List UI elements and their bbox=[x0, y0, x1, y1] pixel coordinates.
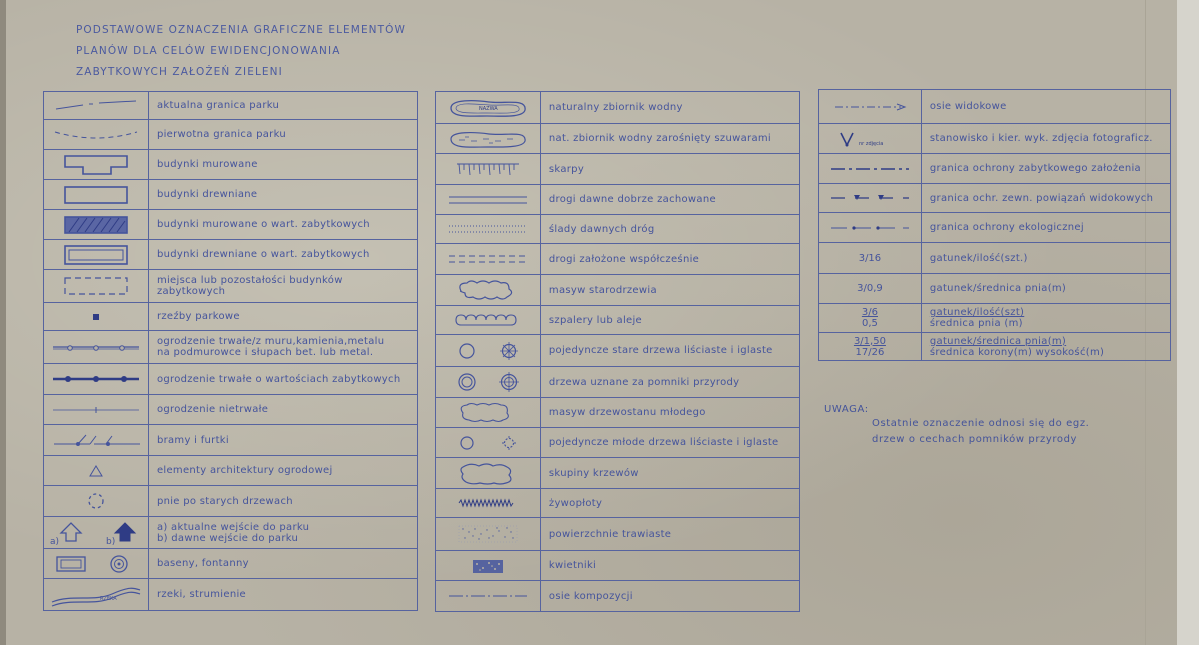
symbol-cell bbox=[44, 364, 149, 395]
symbol-cell bbox=[44, 210, 149, 240]
slope-hatch-icon bbox=[453, 160, 523, 178]
building-dashed-icon bbox=[61, 275, 131, 297]
symbol-cell bbox=[44, 331, 149, 364]
legend-row bbox=[436, 367, 800, 398]
entrance-arrows-icon bbox=[48, 519, 144, 547]
symbol-bottom: 17/26 bbox=[855, 346, 885, 358]
legend-label: kwietniki bbox=[540, 551, 799, 581]
legend-row bbox=[436, 518, 800, 551]
symbol-cell bbox=[819, 154, 922, 184]
legend-row bbox=[44, 303, 418, 331]
legend-row bbox=[436, 275, 800, 306]
symbol-cell bbox=[436, 581, 541, 612]
legend-row bbox=[436, 306, 800, 335]
view-axis-arrow-icon bbox=[827, 100, 913, 114]
legend-label bbox=[921, 333, 1170, 361]
legend-row bbox=[44, 331, 418, 364]
paper-edge-left bbox=[0, 0, 6, 645]
fence-heavy-icon bbox=[50, 372, 142, 386]
symbol-cell bbox=[819, 304, 922, 333]
legend-label: osie kompozycji bbox=[540, 581, 799, 612]
legend-row bbox=[436, 92, 800, 124]
legend-label: ślady dawnych dróg bbox=[540, 215, 799, 244]
symbol-cell bbox=[436, 124, 541, 154]
symbol-cell bbox=[436, 244, 541, 275]
dashed-road-icon bbox=[445, 252, 531, 266]
legend-row bbox=[436, 185, 800, 215]
legend-row bbox=[819, 124, 1171, 154]
symbol-cell bbox=[436, 335, 541, 367]
symbol-cell bbox=[44, 395, 149, 425]
symbol-cell bbox=[44, 180, 149, 210]
dotted-road-icon bbox=[445, 222, 531, 236]
legend-row bbox=[44, 120, 418, 150]
pond-reeds-icon bbox=[445, 128, 531, 150]
entrance-tag-a: a) bbox=[49, 536, 59, 547]
label-line-1: gatunek/ilość(szt) bbox=[929, 307, 1025, 318]
symbol-cell bbox=[44, 425, 149, 456]
label-line-2: zabytkowych bbox=[156, 286, 226, 297]
flowerbed-icon bbox=[453, 556, 523, 576]
legend-table-3 bbox=[818, 89, 1171, 361]
hedge-zigzag-icon bbox=[453, 497, 523, 509]
legend-label: granica ochr. zewn. powiązań widokowych bbox=[921, 184, 1170, 213]
symbol-top: 3/6 bbox=[861, 307, 878, 318]
legend-row bbox=[819, 90, 1171, 124]
single-old-trees-icon bbox=[445, 340, 531, 362]
gate-icon bbox=[50, 430, 142, 450]
building-double-outline-icon bbox=[61, 244, 131, 266]
legend-label: pnie po starych drzewach bbox=[148, 486, 417, 517]
symbol-cell bbox=[436, 518, 541, 551]
legend-label: aktualna granica parku bbox=[148, 92, 417, 120]
legend-label: baseny, fontanny bbox=[148, 549, 417, 579]
legend-label: granica ochrony zabytkowego założenia bbox=[921, 154, 1170, 184]
legend-label: pojedyncze stare drzewa liściaste i iglaste bbox=[540, 335, 799, 367]
legend-row bbox=[819, 184, 1171, 213]
triangle-icon bbox=[86, 463, 106, 479]
symbol-cell bbox=[44, 486, 149, 517]
legend-label: nat. zbiornik wodny zarośnięty szuwarami bbox=[540, 124, 799, 154]
legend-label: pierwotna granica parku bbox=[148, 120, 417, 150]
symbol-cell bbox=[436, 185, 541, 215]
legend-row bbox=[44, 517, 418, 549]
symbol-cell bbox=[44, 456, 149, 486]
building-outline-notched-icon bbox=[61, 154, 131, 176]
grass-stipple-icon bbox=[453, 523, 523, 545]
single-young-trees-icon bbox=[445, 432, 531, 454]
legend-label: osie widokowe bbox=[921, 90, 1170, 124]
legend-row bbox=[44, 92, 418, 120]
legend-label: masyw starodrzewia bbox=[540, 275, 799, 306]
photo-number-label: nr zdjęcia bbox=[858, 140, 884, 147]
legend-row bbox=[436, 428, 800, 458]
legend-label: masyw drzewostanu młodego bbox=[540, 398, 799, 428]
legend-label: granica ochrony ekologicznej bbox=[921, 213, 1170, 243]
title-line-3: ZABYTKOWYCH ZAŁOŻEŃ ZIELENI bbox=[76, 66, 283, 78]
legend-label: gatunek/ilość(szt.) bbox=[921, 243, 1170, 274]
river-name: RZEKA bbox=[99, 595, 117, 602]
legend-label: budynki drewniane bbox=[148, 180, 417, 210]
building-hatched-icon bbox=[61, 214, 131, 236]
monument-trees-icon bbox=[445, 370, 531, 394]
symbol-cell bbox=[819, 184, 922, 213]
legend-row bbox=[436, 154, 800, 185]
legend-row bbox=[819, 243, 1171, 274]
legend-row bbox=[436, 398, 800, 428]
legend-label: rzeźby parkowe bbox=[148, 303, 417, 331]
composition-axis-icon bbox=[445, 590, 531, 602]
pond-name: NAZWA bbox=[478, 105, 498, 112]
old-stand-cloud-icon bbox=[453, 279, 523, 301]
legend-label: szpalery lub aleje bbox=[540, 306, 799, 335]
symbol-cell bbox=[44, 120, 149, 150]
symbol-cell bbox=[436, 367, 541, 398]
symbol-cell bbox=[44, 579, 149, 611]
symbol-cell bbox=[819, 90, 922, 124]
legend-label bbox=[148, 517, 417, 549]
note-heading: UWAGA: bbox=[824, 404, 869, 415]
symbol-top: 3/1,50 bbox=[853, 335, 886, 347]
legend-row bbox=[44, 180, 418, 210]
legend-row bbox=[819, 274, 1171, 304]
paper-edge-right bbox=[1177, 0, 1199, 645]
title-line-2: PLANÓW DLA CELÓW EWIDENCJONOWANIA bbox=[76, 45, 341, 57]
photo-position-icon bbox=[827, 129, 913, 149]
note-line-2: drzew o cechach pomników przyrody bbox=[872, 434, 1078, 445]
legend-row bbox=[436, 124, 800, 154]
river-icon bbox=[48, 582, 144, 608]
legend-label: elementy architektury ogrodowej bbox=[148, 456, 417, 486]
symbol-cell: 3/0,9 bbox=[819, 274, 922, 304]
legend-label: powierzchnie trawiaste bbox=[540, 518, 799, 551]
label-line-2: na podmurowce i słupach bet. lub metal. bbox=[156, 347, 374, 358]
legend-label: naturalny zbiornik wodny bbox=[540, 92, 799, 124]
symbol-cell bbox=[44, 240, 149, 270]
legend-row bbox=[44, 210, 418, 240]
legend-row bbox=[819, 154, 1171, 184]
symbol-cell bbox=[436, 154, 541, 185]
alley-scallop-icon bbox=[448, 312, 528, 328]
note-line-1: Ostatnie oznaczenie odnosi się do egz. bbox=[872, 418, 1090, 429]
symbol-cell bbox=[436, 398, 541, 428]
symbol-cell bbox=[436, 551, 541, 581]
legend-row bbox=[436, 458, 800, 489]
symbol-cell bbox=[436, 215, 541, 244]
pool-fountain-icon bbox=[51, 553, 141, 575]
legend-table-2 bbox=[435, 91, 800, 612]
building-outline-icon bbox=[61, 184, 131, 206]
legend-label: bramy i furtki bbox=[148, 425, 417, 456]
symbol-cell bbox=[44, 92, 149, 120]
fence-light-icon bbox=[50, 403, 142, 417]
legend-row bbox=[44, 486, 418, 517]
stump-dashed-circle-icon bbox=[85, 490, 107, 512]
legend-row bbox=[436, 551, 800, 581]
legend-row bbox=[436, 244, 800, 275]
symbol-cell bbox=[44, 303, 149, 331]
legend-row bbox=[819, 213, 1171, 243]
label-line-1: a) aktualne wejście do parku bbox=[156, 521, 310, 533]
legend-label: budynki murowane bbox=[148, 150, 417, 180]
legend-row bbox=[44, 456, 418, 486]
legend-label bbox=[148, 331, 417, 364]
legend-label: skupiny krzewów bbox=[540, 458, 799, 489]
legend-row bbox=[44, 395, 418, 425]
legend-row bbox=[44, 425, 418, 456]
symbol-cell bbox=[819, 333, 922, 361]
dashed-arc-line-icon bbox=[51, 128, 141, 142]
legend-label: ogrodzenie nietrwałe bbox=[148, 395, 417, 425]
symbol-cell bbox=[436, 489, 541, 518]
symbol-cell bbox=[44, 517, 149, 549]
legend-label: stanowisko i kier. wyk. zdjęcia fotograficz. bbox=[921, 124, 1170, 154]
entrance-tag-b: b) bbox=[105, 536, 116, 547]
label-line-2: b) dawne wejście do parku bbox=[156, 532, 299, 544]
legend-row bbox=[44, 579, 418, 611]
double-line-road-icon bbox=[445, 193, 531, 207]
symbol-cell bbox=[44, 150, 149, 180]
legend-label: drogi założone współcześnie bbox=[540, 244, 799, 275]
legend-row bbox=[436, 489, 800, 518]
legend-label bbox=[148, 270, 417, 303]
legend-label: skarpy bbox=[540, 154, 799, 185]
pond-icon bbox=[445, 96, 531, 120]
title-line-1: PODSTAWOWE OZNACZENIA GRAFICZNE ELEMENTÓW bbox=[76, 24, 406, 36]
legend-label: drogi dawne dobrze zachowane bbox=[540, 185, 799, 215]
label-line-2: średnica pnia (m) bbox=[929, 318, 1023, 329]
protection-zone-line-icon bbox=[827, 163, 913, 175]
symbol-cell bbox=[44, 270, 149, 303]
label-line-2: średnica korony(m) wysokość(m) bbox=[929, 346, 1105, 358]
symbol-cell: 3/16 bbox=[819, 243, 922, 274]
legend-row bbox=[436, 335, 800, 367]
legend-label: budynki drewniane o wart. zabytkowych bbox=[148, 240, 417, 270]
young-stand-cloud-icon bbox=[453, 402, 523, 424]
legend-row bbox=[819, 304, 1171, 333]
legend-table-1 bbox=[43, 91, 418, 611]
symbol-bottom: 0,5 bbox=[861, 318, 878, 329]
legend-row bbox=[44, 364, 418, 395]
shrub-group-icon bbox=[453, 461, 523, 485]
symbol-cell bbox=[436, 275, 541, 306]
legend-row bbox=[44, 240, 418, 270]
legend-label bbox=[921, 304, 1170, 333]
legend-row bbox=[436, 215, 800, 244]
legend-label: pojedyncze młode drzewa liściaste i iglaste bbox=[540, 428, 799, 458]
legend-row bbox=[44, 150, 418, 180]
legend-row bbox=[819, 333, 1171, 361]
symbol-cell bbox=[436, 458, 541, 489]
legend-label: żywopłoty bbox=[540, 489, 799, 518]
viewshed-boundary-line-icon bbox=[827, 191, 913, 205]
legend-row bbox=[44, 270, 418, 303]
legend-label: drzewa uznane za pomniki przyrody bbox=[540, 367, 799, 398]
symbol-cell bbox=[436, 306, 541, 335]
legend-label: budynki murowane o wart. zabytkowych bbox=[148, 210, 417, 240]
legend-label: ogrodzenie trwałe o wartościach zabytkowych bbox=[148, 364, 417, 395]
legend-row bbox=[44, 549, 418, 579]
symbol-cell bbox=[436, 92, 541, 124]
legend-row bbox=[436, 581, 800, 612]
symbol-cell bbox=[44, 549, 149, 579]
symbol-cell bbox=[819, 124, 922, 154]
ecological-boundary-line-icon bbox=[827, 222, 913, 234]
dash-dot-line-icon bbox=[51, 99, 141, 113]
label-line-1: miejsca lub pozostałości budynków bbox=[156, 275, 343, 286]
square-dot-icon bbox=[86, 310, 106, 324]
legend-label: gatunek/średnica pnia(m) bbox=[921, 274, 1170, 304]
symbol-cell bbox=[436, 428, 541, 458]
symbol-cell bbox=[819, 213, 922, 243]
fence-posts-icon bbox=[50, 340, 142, 354]
label-line-1: gatunek/średnica pnia(m) bbox=[929, 335, 1067, 347]
label-line-1: ogrodzenie trwałe/z muru,kamienia,metalu bbox=[156, 336, 385, 347]
legend-label: rzeki, strumienie bbox=[148, 579, 417, 611]
